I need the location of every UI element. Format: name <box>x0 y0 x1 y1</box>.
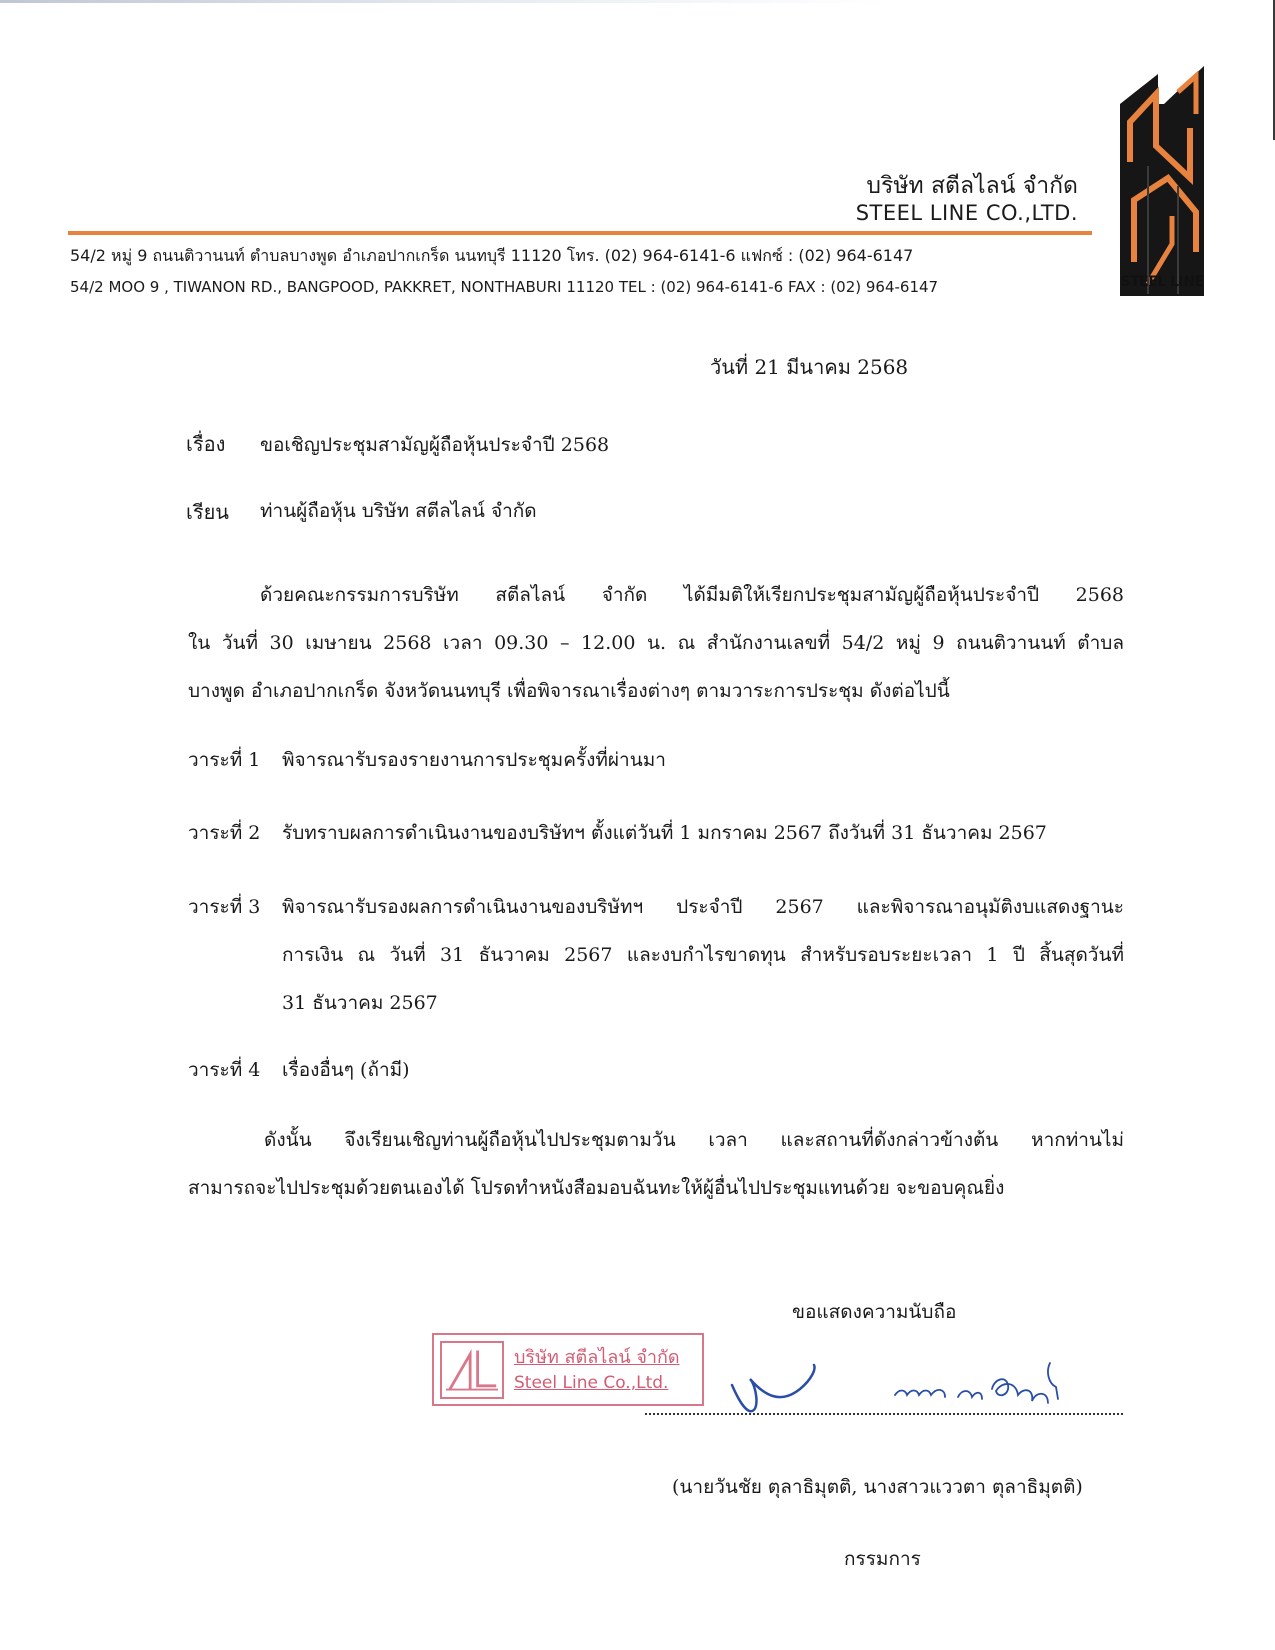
address-thai: 54/2 หมู่ 9 ถนนติวานนท์ ตำบลบางพูด อำเภอปากเกร็ด นนทบุรี 11120 โทร. (02) 964-6141-6 แฟกซ์ : (02) 964-6147 <box>70 246 914 265</box>
address-en: 54/2 MOO 9 , TIWANON RD., BANGPOOD, PAKKRET, NONTHABURI 11120 TEL : (02) 964-6141-6 FAX : (02) 964-6147 <box>70 278 939 296</box>
signature-line <box>645 1413 1123 1415</box>
recipient-text: ท่านผู้ถือหุ้น บริษัท สตีลไลน์ จำกัด <box>260 500 537 522</box>
agenda-3-text-line-2: การเงิน ณ วันที่ 31 ธันวาคม 2567 และงบกำไรขาดทุน สำหรับรอบระยะเวลา 1 ปี สิ้นสุดวันที่ <box>282 944 1124 966</box>
signer-position: กรรมการ <box>844 1548 921 1570</box>
company-name-en: STEEL LINE CO.,LTD. <box>855 201 1078 225</box>
agenda-1-text: พิจารณารับรองรายงานการประชุมครั้งที่ผ่านมา <box>282 749 666 771</box>
subject-label: เรื่อง <box>186 432 226 456</box>
closing-paragraph-line-1: ดังนั้น จึงเรียนเชิญท่านผู้ถือหุ้นไปประชุมตามวัน เวลา และสถานที่ดังกล่าวข้างต้น หากท่านไม่ <box>264 1129 1124 1151</box>
company-stamp <box>432 1333 704 1406</box>
agenda-3-text-line-1: พิจารณารับรองผลการดำเนินงานของบริษัทฯ ประจำปี 2567 และพิจารณาอนุมัติงบแสดงฐานะ <box>282 896 1124 918</box>
agenda-2-text: รับทราบผลการดำเนินงานของบริษัทฯ ตั้งแต่วันที่ 1 มกราคม 2567 ถึงวันที่ 31 ธันวาคม 2567 <box>282 822 1047 844</box>
company-name-thai: บริษัท สตีลไลน์ จำกัด <box>866 173 1078 199</box>
stamp-text-thai: บริษัท สตีลไลน์ จำกัด <box>514 1347 680 1368</box>
agenda-4-text: เรื่องอื่นๆ (ถ้ามี) <box>282 1059 410 1081</box>
closing-paragraph-line-2: สามารถจะไปประชุมด้วยตนเองได้ โปรดทำหนังสือมอบฉันทะให้ผู้อื่นไปประชุมแทนด้วย จะขอบคุณยิ่ง <box>188 1177 1005 1199</box>
intro-paragraph-line-2: ใน วันที่ 30 เมษายน 2568 เวลา 09.30 – 12.00 น. ณ สำนักงานเลขที่ 54/2 หมู่ 9 ถนนติวานนท์ ตำบล <box>188 632 1124 654</box>
subject-text: ขอเชิญประชุมสามัญผู้ถือหุ้นประจำปี 2568 <box>260 434 610 456</box>
agenda-4-label: วาระที่ 4 <box>188 1059 261 1081</box>
stamp-text-en: Steel Line Co.,Ltd. <box>514 1373 669 1393</box>
logo-wordmark: STEEL LINE <box>1120 274 1204 290</box>
agenda-2-label: วาระที่ 2 <box>188 822 261 844</box>
recipient-label: เรียน <box>186 500 229 524</box>
agenda-3-label: วาระที่ 3 <box>188 896 261 918</box>
signer-names: (นายวันชัย ตุลาธิมุตติ, นางสาวแววตา ตุลาธิมุตติ) <box>672 1476 1083 1498</box>
scan-top-edge <box>0 0 1275 3</box>
letter-date: วันที่ 21 มีนาคม 2568 <box>710 355 909 379</box>
agenda-1-label: วาระที่ 1 <box>188 749 261 771</box>
regards: ขอแสดงความนับถือ <box>792 1301 957 1323</box>
steel-line-logo-icon <box>1118 66 1206 296</box>
intro-paragraph-line-1: ด้วยคณะกรรมการบริษัท สตีลไลน์ จำกัด ได้มีมติให้เรียกประชุมสามัญผู้ถือหุ้นประจำปี 2568 <box>260 584 1124 606</box>
intro-paragraph-line-3: บางพูด อำเภอปากเกร็ด จังหวัดนนทบุรี เพื่อพิจารณาเรื่องต่างๆ ตามวาระการประชุม ดังต่อไปนี้ <box>188 680 950 702</box>
agenda-3-text-line-3: 31 ธันวาคม 2567 <box>282 992 438 1014</box>
header-divider <box>68 231 1092 235</box>
stamp-sl-mark-icon <box>440 1341 504 1399</box>
